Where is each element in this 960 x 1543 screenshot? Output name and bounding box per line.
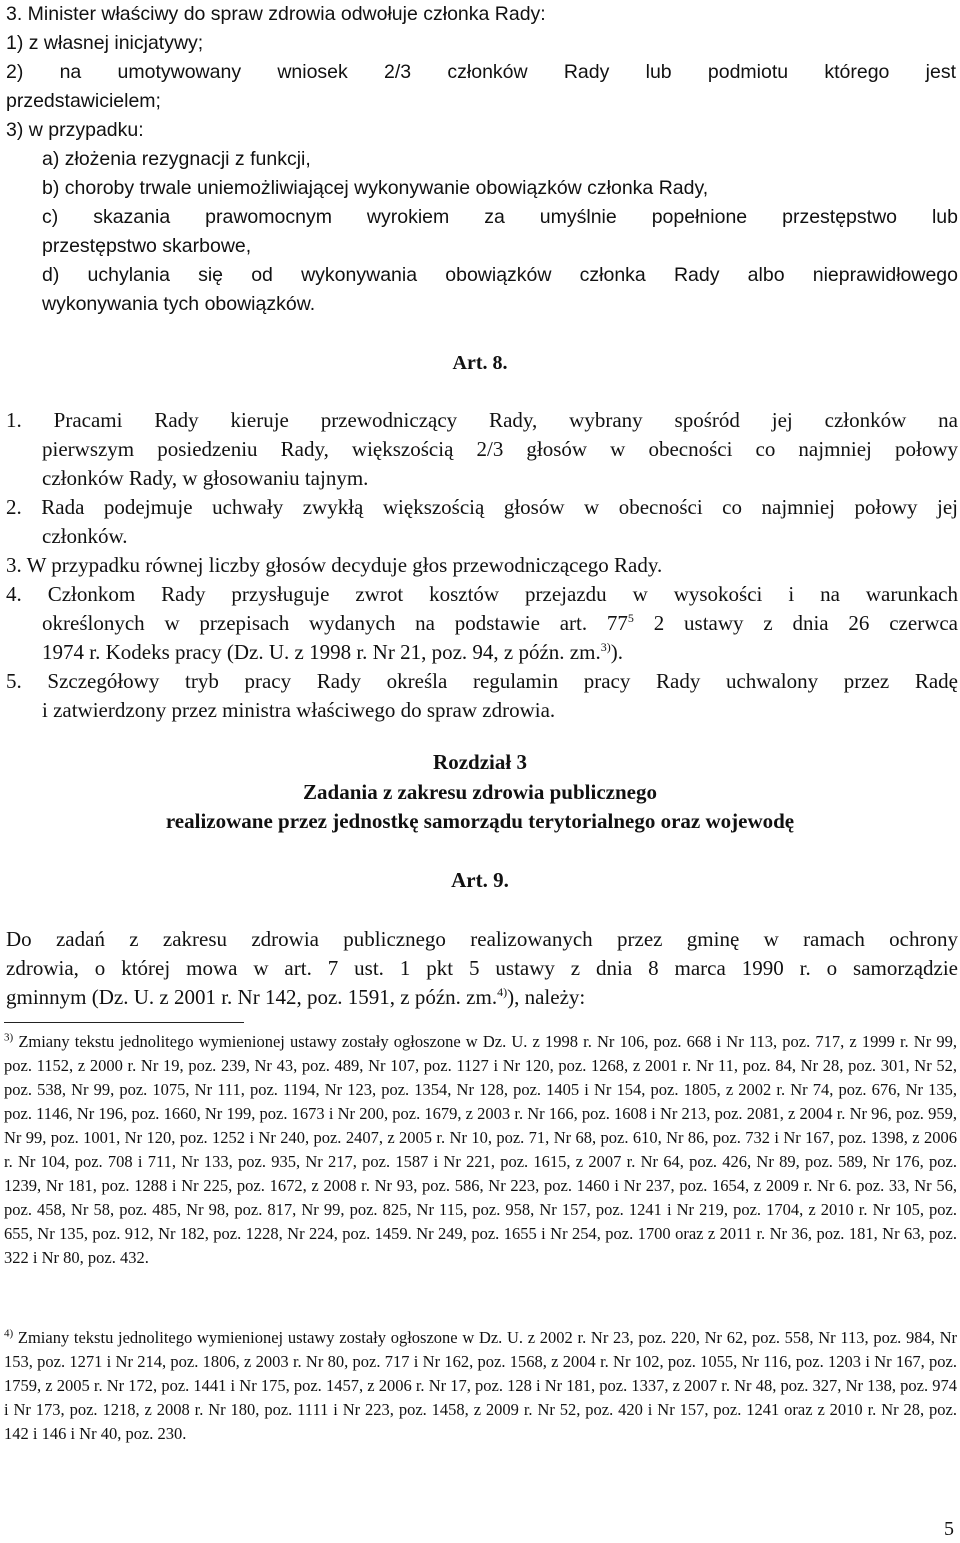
list-line: 3) w przypadku: bbox=[6, 119, 144, 141]
footnote-mark: 4) bbox=[4, 1327, 14, 1340]
text-span: ). bbox=[610, 640, 623, 664]
text-span: gminnym (Dz. U. z 2001 r. Nr 142, poz. 1591, z późn. zm. bbox=[6, 985, 498, 1009]
footnote-ref: 4) bbox=[497, 985, 508, 999]
list-line: b) choroby trwale uniemożliwiającej wykonywanie obowiązków członka Rady, bbox=[42, 177, 709, 199]
paragraph-line bbox=[42, 609, 958, 638]
list-line: 3. Minister właściwy do spraw zdrowia odwołuje członka Rady: bbox=[6, 3, 546, 25]
paragraph-line: 4. Członkom Rady przysługuje zwrot kosztów przejazdu w wysokości i na warunkach bbox=[6, 582, 958, 606]
paragraph-line: zdrowia, o której mowa w art. 7 ust. 1 pkt 5 ustawy z dnia 8 marca 1990 r. o samorządzie bbox=[6, 956, 958, 980]
list-line: 2) na umotywowany wniosek 2/3 członków Rady lub podmiotu którego jest bbox=[6, 61, 956, 83]
footnote-ref: 3) bbox=[600, 640, 611, 654]
list-line: a) złożenia rezygnacji z funkcji, bbox=[42, 148, 311, 170]
paragraph-line: 3. W przypadku równej liczby głosów decyduje głos przewodniczącego Rady. bbox=[6, 553, 663, 577]
paragraph-line: i zatwierdzony przez ministra właściwego do spraw zdrowia. bbox=[42, 698, 556, 722]
footnote-mark: 3) bbox=[4, 1031, 14, 1044]
footnote-text: Zmiany tekstu jednolitego wymienionej ustawy zostały ogłoszone w Dz. U. z 2002 r. Nr 23, poz. 220, Nr 62, poz. 558, Nr 113, poz. 984, Nr 153, poz. 1271 i Nr 214, poz. 1806, z 2003 r. Nr 80, poz. 717 i Nr 162, poz. 1568, z 2004 r. Nr 102, poz. 1055, Nr 116, poz. 1203 i Nr 167, poz. 1759, z 2005 r. Nr 172, poz. 1441 i Nr 175, poz. 1457, z 2006 r. Nr 17, poz. 128 i Nr 181, poz. 1337, z 2007 r. Nr 48, poz. 327, Nr 138, poz. 974 i Nr 173, poz. 1218, z 2008 r. Nr 180, poz. 1111 i Nr 223, poz. 1458, z 2009 r. Nr 52, poz. 420 i Nr 157, poz. 1241 oraz z 2010 r. Nr 28, poz. 142 i 146 i Nr 40, poz. 230. bbox=[4, 1328, 957, 1443]
list-line: przedstawicielem; bbox=[6, 90, 161, 112]
paragraph-line bbox=[42, 638, 942, 667]
text-span: 2 ustawy z dnia 26 czerwca bbox=[633, 611, 959, 635]
paragraph-line: Do zadań z zakresu zdrowia publicznego realizowanych przez gminę w ramach ochrony bbox=[6, 927, 958, 951]
paragraph-line: pierwszym posiedzeniu Rady, większością 2/3 głosów w obecności co najmniej połowy bbox=[42, 437, 958, 461]
superscript: 5 bbox=[627, 611, 634, 625]
list-line: d) uchylania się od wykonywania obowiązków członka Rady albo nieprawidłowego bbox=[42, 264, 958, 286]
paragraph-line: 1. Pracami Rady kieruje przewodniczący Rady, wybrany spośród jej członków na bbox=[6, 408, 958, 432]
footnote-separator bbox=[4, 1022, 244, 1023]
chapter-number: Rozdział 3 bbox=[433, 750, 527, 774]
article-title: Art. 8. bbox=[452, 352, 508, 374]
article-title: Art. 9. bbox=[451, 868, 509, 892]
page-number: 5 bbox=[944, 1518, 954, 1540]
paragraph-line: członków. bbox=[42, 524, 128, 548]
paragraph-line: 5. Szczegółowy tryb pracy Rady określa regulamin pracy Rady uchwalony przez Radę bbox=[6, 669, 958, 693]
list-line: wykonywania tych obowiązków. bbox=[42, 293, 316, 315]
list-line: 1) z własnej inicjatywy; bbox=[6, 32, 204, 54]
paragraph-line: 2. Rada podejmuje uchwały zwykłą większością głosów w obecności co najmniej połowy jej bbox=[6, 495, 958, 519]
paragraph-line: członków Rady, w głosowaniu tajnym. bbox=[42, 466, 369, 490]
chapter-subtitle: realizowane przez jednostkę samorządu terytorialnego oraz wojewodę bbox=[165, 809, 795, 833]
footnote-text: Zmiany tekstu jednolitego wymienionej ustawy zostały ogłoszone w Dz. U. z 1998 r. Nr 106, poz. 668 i Nr 113, poz. 717, z 1999 r. Nr 99, poz. 1152, z 2000 r. Nr 19, poz. 239, Nr 43, poz. 489, Nr 107, poz. 1127 i Nr 120, poz. 1268, z 2001 r. Nr 11, poz. 84, Nr 28, poz. 301, Nr 52, poz. 538, Nr 99, poz. 1075, Nr 111, poz. 1194, Nr 123, poz. 1354, Nr 128, poz. 1405 i Nr 154, poz. 1805, z 2002 r. Nr 74, poz. 676, Nr 135, poz. 1146, Nr 196, poz. 1660, Nr 199, poz. 1673 i Nr 200, poz. 1679, z 2003 r. Nr 166, poz. 1608 i Nr 213, poz. 2081, z 2004 r. Nr 96, poz. 959, Nr 99, poz. 1001, Nr 120, poz. 1252 i Nr 240, poz. 2407, z 2005 r. Nr 10, poz. 71, Nr 68, poz. 610, Nr 86, poz. 732 i Nr 167, poz. 1398, z 2006 r. Nr 104, poz. 708 i 711, Nr 133, poz. 935, Nr 217, poz. 1587 i Nr 221, poz. 1615, z 2007 r. Nr 64, poz. 426, Nr 89, poz. 589, Nr 176, poz. 1239, Nr 181, poz. 1288 i Nr 225, poz. 1672, z 2008 r. Nr 93, poz. 586, Nr 223, poz. 1460 i Nr 237, poz. 1654, z 2009 r. Nr 6. poz. 33, Nr 56, poz. 458, Nr 58, poz. 485, Nr 98, poz. 817, Nr 99, poz. 825, Nr 115, poz. 958, Nr 157, poz. 1241 i Nr 219, poz. 1704, z 2010 r. Nr 105, poz. 655, Nr 135, poz. 912, Nr 182, poz. 1228, Nr 224, poz. 1459. Nr 249, poz. 1655 i Nr 254, poz. 1700 oraz z 2011 r. Nr 36, poz. 181, Nr 63, poz. 322 i Nr 80, poz. 432. bbox=[4, 1032, 957, 1267]
footnote-4 bbox=[4, 1326, 957, 1446]
list-line: przestępstwo skarbowe, bbox=[42, 235, 252, 257]
chapter-title: Zadania z zakresu zdrowia publicznego bbox=[303, 780, 657, 804]
text-span: ), należy: bbox=[507, 985, 586, 1009]
paragraph-line bbox=[6, 983, 946, 1012]
footnote-3 bbox=[4, 1030, 957, 1270]
text-span: 1974 r. Kodeks pracy (Dz. U. z 1998 r. Nr 21, poz. 94, z późn. zm. bbox=[42, 640, 601, 664]
text-span: określonych w przepisach wydanych na podstawie art. 77 bbox=[42, 611, 628, 635]
list-line: c) skazania prawomocnym wyrokiem za umyślnie popełnione przestępstwo lub bbox=[42, 206, 958, 228]
